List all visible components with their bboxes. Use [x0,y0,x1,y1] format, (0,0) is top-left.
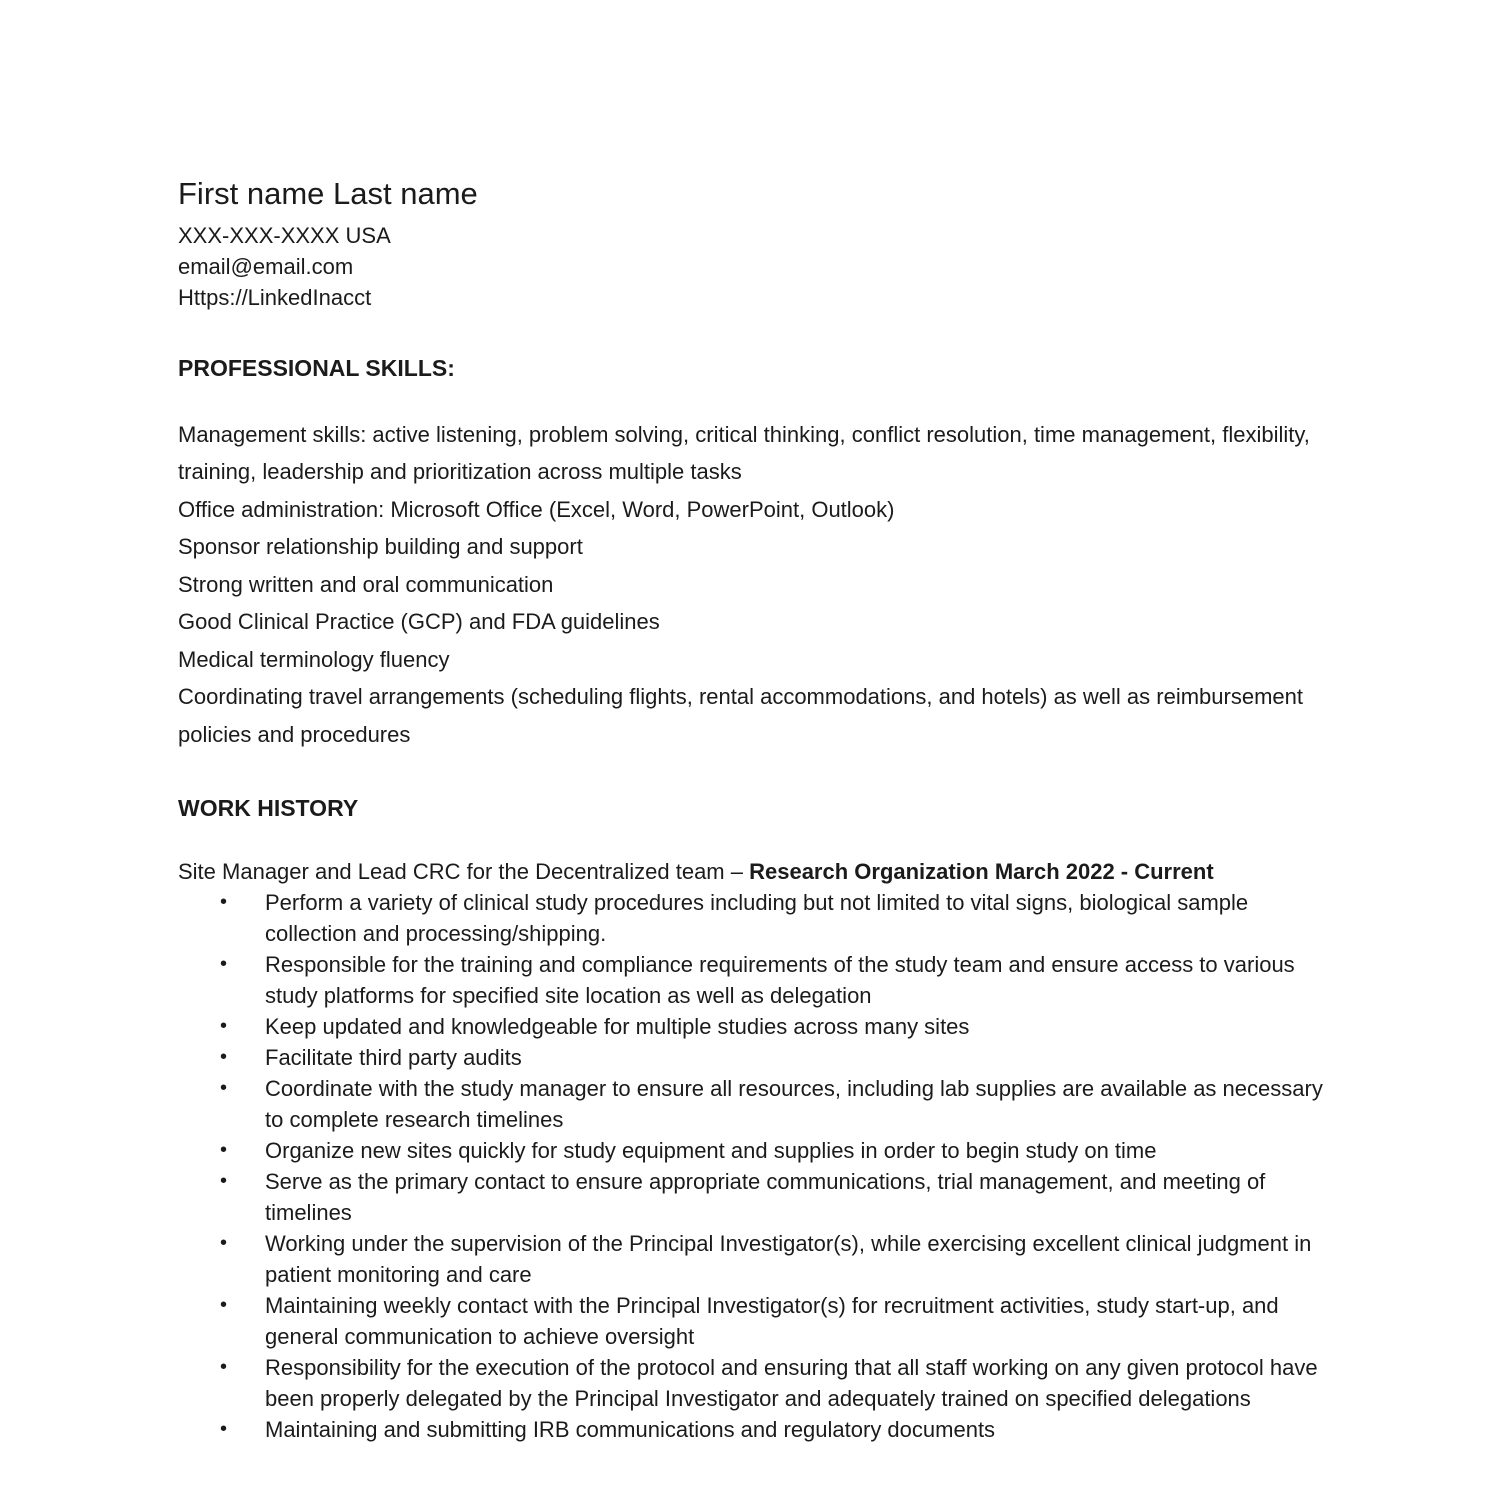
skill-item: Strong written and oral communication [178,571,554,597]
linkedin-url: Https://LinkedInacct [178,284,372,310]
bullet-item: • Responsibility for the execution of the protocol and ensuring that all staff working on any given protocol have been properly delegated by the Principal Investigator and adequately trained on specified delegations [265,1352,1332,1414]
bullet-item: • Responsible for the training and compliance requirements of the study team and ensure access to various study platforms for specified site location as well as delegation [265,949,1332,1011]
bullet-item: • Keep updated and knowledgeable for multiple studies across many sites [265,1011,1332,1042]
skill-item: Good Clinical Practice (GCP) and FDA guidelines [178,609,660,635]
professional-skills-heading: PROFESSIONAL SKILLS: [178,354,455,381]
bullet-item: • Maintaining and submitting IRB communications and regulatory documents [265,1414,1332,1445]
skill-item: Office administration: Microsoft Office (Excel, Word, PowerPoint, Outlook) [178,496,895,522]
bullet-item: • Serve as the primary contact to ensure appropriate communications, trial management, and meeting of timelines [265,1166,1332,1228]
bullet-item: • Organize new sites quickly for study equipment and supplies in order to begin study on time [265,1135,1332,1166]
professional-skills-list [178,416,1332,754]
email-address: email@email.com [178,253,354,279]
bullet-item: • Facilitate third party audits [265,1042,1332,1073]
job-title [178,856,1332,887]
job-title-organization-dates: Research Organization March 2022 - Current [749,859,1214,885]
skill-item: Sponsor relationship building and support [178,534,583,560]
skill-item: Management skills: active listening, problem solving, critical thinking, conflict resolution, time management, flexibility, training, leadership and prioritization across multiple tasks [178,421,1310,485]
job-title-role: Site Manager and Lead CRC for the Decentralized team – [178,859,750,885]
job-bullet-list [178,887,1332,1445]
work-history-heading: WORK HISTORY [178,795,359,822]
skill-item: Coordinating travel arrangements (scheduling flights, rental accommodations, and hotels) as well as reimbursement policies and procedures [178,684,1303,747]
bullet-item: • Coordinate with the study manager to ensure all resources, including lab supplies are available as necessary to complete research timelines [265,1073,1332,1135]
bullet-item: • Perform a variety of clinical study procedures including but not limited to vital signs, biological sample collection and processing/shipping. [265,887,1332,949]
bullet-item: • Maintaining weekly contact with the Principal Investigator(s) for recruitment activities, study start-up, and general communication to achieve oversight [265,1290,1332,1352]
phone-location: XXX-XXX-XXXX USA [178,222,391,248]
person-name: First name Last name [178,176,478,211]
bullet-item: • Working under the supervision of the Principal Investigator(s), while exercising excellent clinical judgment in patient monitoring and care [265,1228,1332,1290]
skill-item: Medical terminology fluency [178,646,450,672]
